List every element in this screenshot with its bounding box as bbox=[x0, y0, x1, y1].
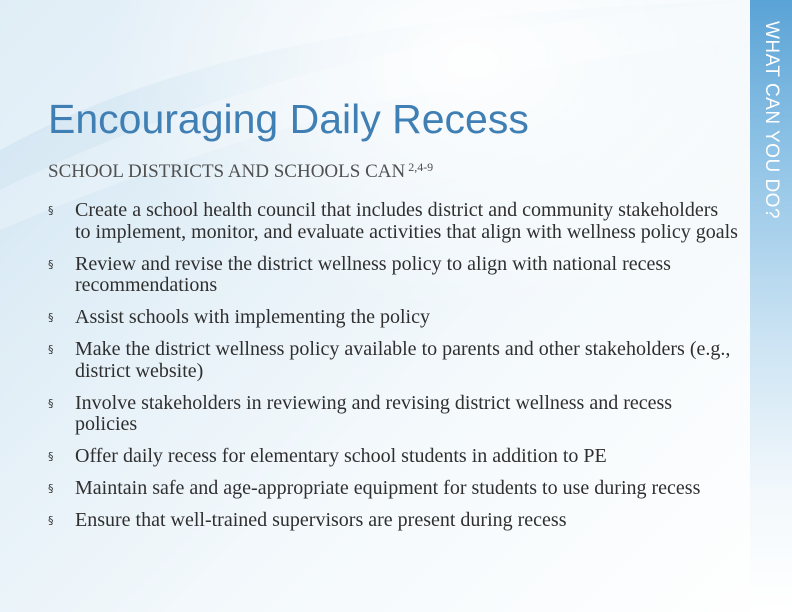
bullet-text: Create a school health council that includes district and community stakeholders to implement, monitor, and evaluate activities that align with wellness policy goals bbox=[75, 199, 738, 243]
subtitle-citation: 2,4-9 bbox=[408, 160, 434, 174]
bullet-list bbox=[48, 200, 738, 542]
slide-title: Encouraging Daily Recess bbox=[48, 96, 529, 142]
bullet-item bbox=[48, 393, 738, 436]
bullet-marker: § bbox=[48, 343, 54, 356]
bullet-text: Ensure that well-trained supervisors are present during recess bbox=[75, 509, 567, 531]
bullet-marker: § bbox=[48, 257, 54, 271]
bullet-text: Make the district wellness policy available to parents and other stakeholders (e.g., district website) bbox=[75, 338, 731, 382]
bullet-item bbox=[48, 510, 738, 532]
bullet-text: Involve stakeholders in reviewing and revising district wellness and recess policies bbox=[75, 391, 673, 435]
bullet-marker: § bbox=[48, 396, 54, 410]
slide-subtitle bbox=[48, 160, 433, 183]
bullet-marker: § bbox=[48, 450, 54, 463]
bullet-item bbox=[48, 254, 738, 297]
bullet-text: Maintain safe and age-appropriate equipment for students to use during recess bbox=[75, 477, 701, 499]
bullet-marker: § bbox=[48, 482, 54, 495]
bullet-item bbox=[48, 339, 738, 382]
side-label: WHAT CAN YOU DO? bbox=[761, 20, 782, 220]
bullet-item bbox=[48, 478, 738, 500]
bullet-marker: § bbox=[48, 204, 54, 217]
bullet-item bbox=[48, 200, 738, 243]
bullet-text: Assist schools with implementing the policy bbox=[75, 306, 430, 328]
bullet-text: Offer daily recess for elementary school students in addition to PE bbox=[75, 445, 607, 467]
subtitle-text: SCHOOL DISTRICTS AND SCHOOLS CAN bbox=[48, 161, 406, 182]
bullet-marker: § bbox=[48, 514, 54, 527]
bullet-item bbox=[48, 307, 738, 329]
bullet-text: Review and revise the district wellness policy to align with national recess recommendations bbox=[75, 252, 671, 296]
bullet-marker: § bbox=[48, 311, 54, 324]
bullet-item bbox=[48, 446, 738, 468]
